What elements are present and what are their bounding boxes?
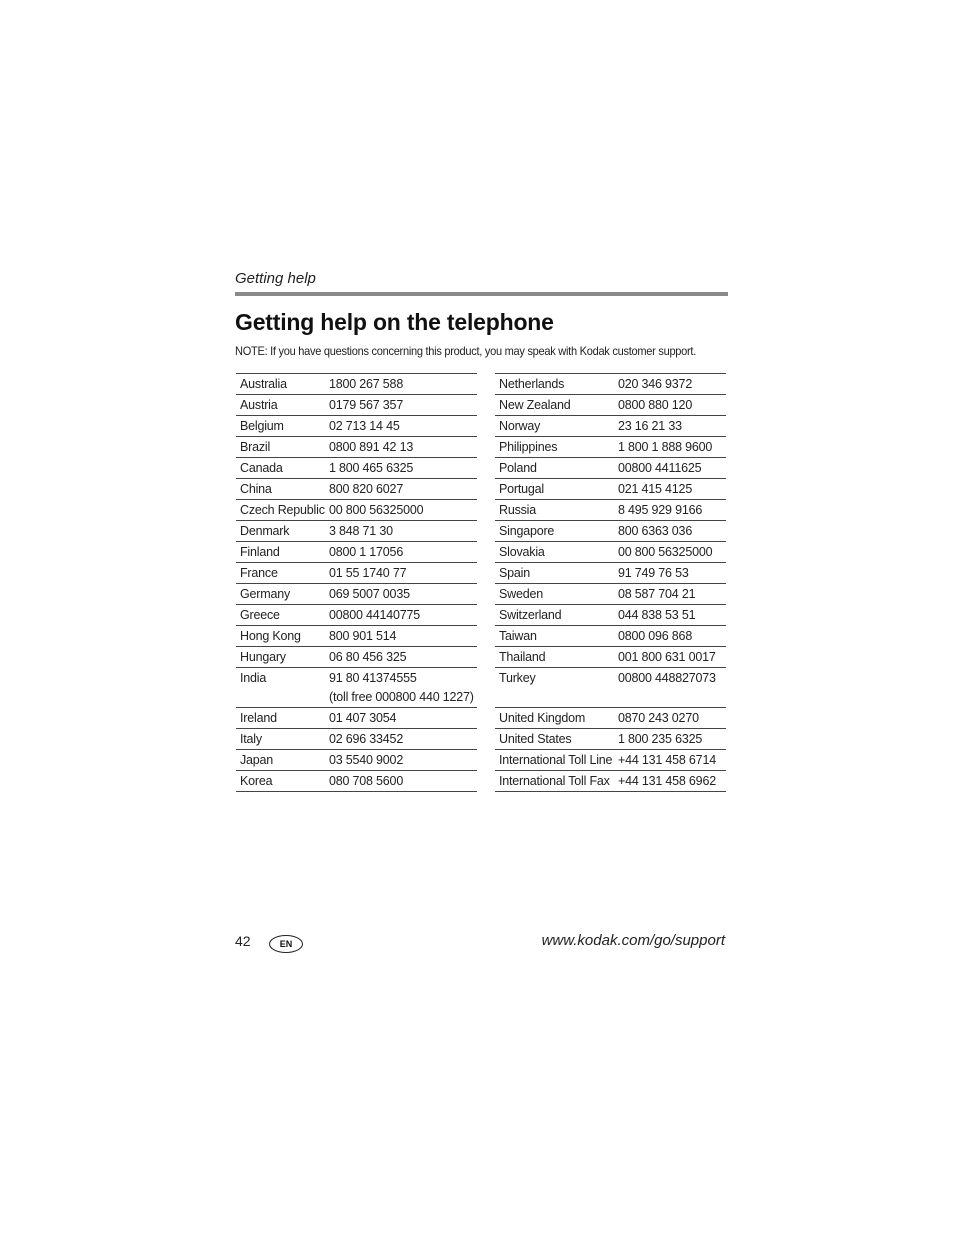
phone-cell (325, 416, 477, 437)
language-badge: EN (269, 935, 303, 953)
table-row (495, 416, 726, 437)
table-row (236, 708, 477, 729)
header-rule (235, 292, 728, 296)
table-row (495, 647, 726, 668)
phone-number: +44 131 458 6714 (618, 753, 716, 767)
phone-cell (325, 437, 477, 458)
table-row (236, 668, 477, 708)
phone-number: 00800 4411625 (618, 461, 702, 475)
country-cell: Japan (240, 753, 274, 767)
phone-cell (325, 500, 477, 521)
country-cell: Czech Republic (240, 503, 325, 517)
phone-cell (325, 563, 477, 584)
phone-cell (614, 563, 726, 584)
table-row (236, 584, 477, 605)
phone-number: +44 131 458 6962 (618, 774, 716, 788)
phone-cell (614, 626, 726, 647)
phone-table-right (495, 373, 726, 792)
phone-number: 001 800 631 0017 (618, 650, 716, 664)
phone-number: 1 800 1 888 9600 (618, 440, 713, 454)
country-cell: Taiwan (499, 629, 537, 643)
phone-cell (325, 521, 477, 542)
country-cell: Netherlands (499, 377, 565, 391)
phone-cell (614, 708, 726, 729)
phone-cell (614, 521, 726, 542)
country-cell: United States (499, 732, 572, 746)
phone-cell (614, 668, 726, 708)
country-cell: Sweden (499, 587, 543, 601)
country-cell: Philippines (499, 440, 558, 454)
table-row (495, 771, 726, 792)
phone-number: 08 587 704 21 (618, 587, 696, 601)
table-row (236, 458, 477, 479)
phone-cell (614, 374, 726, 395)
country-cell: Hong Kong (240, 629, 301, 643)
table-row (495, 750, 726, 771)
country-cell: Germany (240, 587, 291, 601)
phone-number: 0800 880 120 (618, 398, 693, 412)
phone-number: 3 848 71 30 (329, 524, 393, 538)
phone-number: 91 749 76 53 (618, 566, 689, 580)
table-row (495, 626, 726, 647)
phone-cell (325, 647, 477, 668)
country-cell: Canada (240, 461, 283, 475)
table-row (236, 500, 477, 521)
table-row (236, 416, 477, 437)
phone-cell (614, 437, 726, 458)
phone-extra-note: (toll free 000800 440 1227) (329, 690, 474, 704)
table-row (236, 771, 477, 792)
phone-cell (325, 750, 477, 771)
country-cell: Denmark (240, 524, 290, 538)
support-note: NOTE: If you have questions concerning this product, you may speak with Kodak customer support. (235, 344, 697, 358)
phone-number: 02 713 14 45 (329, 419, 400, 433)
phone-number: 0800 891 42 13 (329, 440, 414, 454)
phone-number: 00 800 56325000 (618, 545, 713, 559)
phone-cell (325, 542, 477, 563)
table-row (495, 500, 726, 521)
phone-cell (325, 479, 477, 500)
phone-cell (325, 584, 477, 605)
country-cell: India (240, 671, 267, 685)
table-row (495, 458, 726, 479)
table-row (495, 729, 726, 750)
phone-number: 021 415 4125 (618, 482, 693, 496)
phone-number: 0179 567 357 (329, 398, 404, 412)
phone-number: 020 346 9372 (618, 377, 693, 391)
table-row (236, 605, 477, 626)
phone-cell (325, 771, 477, 792)
phone-number: 800 901 514 (329, 629, 397, 643)
table-row (236, 647, 477, 668)
phone-cell (614, 479, 726, 500)
phone-number: 069 5007 0035 (329, 587, 410, 601)
table-row (236, 479, 477, 500)
country-cell: China (240, 482, 272, 496)
country-cell: Norway (499, 419, 541, 433)
phone-table-left (236, 373, 477, 792)
phone-cell (614, 771, 726, 792)
phone-number: 0870 243 0270 (618, 711, 699, 725)
phone-number: 044 838 53 51 (618, 608, 696, 622)
running-head: Getting help (235, 270, 316, 287)
page-number: 42 (235, 933, 251, 949)
phone-number: 1 800 235 6325 (618, 732, 703, 746)
phone-number: 91 80 41374555 (329, 671, 417, 685)
phone-cell (325, 374, 477, 395)
phone-number: 800 6363 036 (618, 524, 693, 538)
phone-cell (325, 395, 477, 416)
table-row (495, 708, 726, 729)
phone-cell (614, 647, 726, 668)
phone-number: 8 495 929 9166 (618, 503, 703, 517)
country-cell: France (240, 566, 278, 580)
table-row (236, 563, 477, 584)
country-cell: Korea (240, 774, 273, 788)
phone-cell (614, 605, 726, 626)
country-cell: Hungary (240, 650, 286, 664)
table-row (236, 374, 477, 395)
phone-cell (614, 729, 726, 750)
phone-cell (325, 729, 477, 750)
phone-number: 0800 096 868 (618, 629, 693, 643)
table-row (495, 479, 726, 500)
table-row (236, 626, 477, 647)
country-cell: Switzerland (499, 608, 562, 622)
country-cell: United Kingdom (499, 711, 586, 725)
phone-number: 0800 1 17056 (329, 545, 404, 559)
country-cell: Portugal (499, 482, 544, 496)
phone-cell (325, 708, 477, 729)
support-url-link[interactable]: www.kodak.com/go/support (541, 932, 725, 949)
country-cell: Austria (240, 398, 278, 412)
phone-number: 01 407 3054 (329, 711, 397, 725)
phone-cell (325, 668, 477, 708)
country-cell: Brazil (240, 440, 271, 454)
phone-number: 00800 44140775 (329, 608, 421, 622)
phone-cell (614, 584, 726, 605)
phone-number: 1 800 465 6325 (329, 461, 414, 475)
table-row (495, 563, 726, 584)
table-row (495, 374, 726, 395)
phone-cell (325, 626, 477, 647)
country-cell: Greece (240, 608, 280, 622)
table-row (495, 521, 726, 542)
country-cell: Australia (240, 377, 287, 391)
table-row (236, 729, 477, 750)
table-row (236, 521, 477, 542)
table-row (495, 437, 726, 458)
country-cell: Spain (499, 566, 530, 580)
phone-number: 02 696 33452 (329, 732, 404, 746)
country-cell: Finland (240, 545, 280, 559)
phone-number: 01 55 1740 77 (329, 566, 407, 580)
phone-number: 06 80 456 325 (329, 650, 407, 664)
phone-cell (325, 605, 477, 626)
country-cell: International Toll Line (499, 753, 613, 767)
table-row (236, 437, 477, 458)
phone-number: 03 5540 9002 (329, 753, 404, 767)
table-row (236, 750, 477, 771)
page-title: Getting help on the telephone (235, 309, 554, 335)
phone-number: 080 708 5600 (329, 774, 404, 788)
country-cell: Turkey (499, 671, 536, 685)
country-cell: Belgium (240, 419, 284, 433)
country-cell: Singapore (499, 524, 555, 538)
phone-cell (614, 416, 726, 437)
table-row (495, 668, 726, 708)
phone-number: 00 800 56325000 (329, 503, 424, 517)
country-cell: Slovakia (499, 545, 545, 559)
country-cell: Italy (240, 732, 262, 746)
phone-cell (614, 750, 726, 771)
country-cell: Thailand (499, 650, 546, 664)
phone-cell (614, 542, 726, 563)
phone-cell (325, 458, 477, 479)
phone-number: 800 820 6027 (329, 482, 404, 496)
table-row (495, 542, 726, 563)
table-row (236, 395, 477, 416)
phone-cell (614, 500, 726, 521)
table-row (495, 605, 726, 626)
phone-number: 00800 448827073 (618, 671, 716, 685)
table-row (495, 395, 726, 416)
phone-cell (614, 395, 726, 416)
phone-cell (614, 458, 726, 479)
country-cell: Russia (499, 503, 537, 517)
country-cell: International Toll Fax (499, 774, 610, 788)
phone-number: 1800 267 588 (329, 377, 404, 391)
table-row (236, 542, 477, 563)
country-cell: Poland (499, 461, 537, 475)
table-row (495, 584, 726, 605)
country-cell: Ireland (240, 711, 277, 725)
country-cell: New Zealand (499, 398, 571, 412)
phone-number: 23 16 21 33 (618, 419, 682, 433)
phone-extra-note (618, 688, 726, 707)
